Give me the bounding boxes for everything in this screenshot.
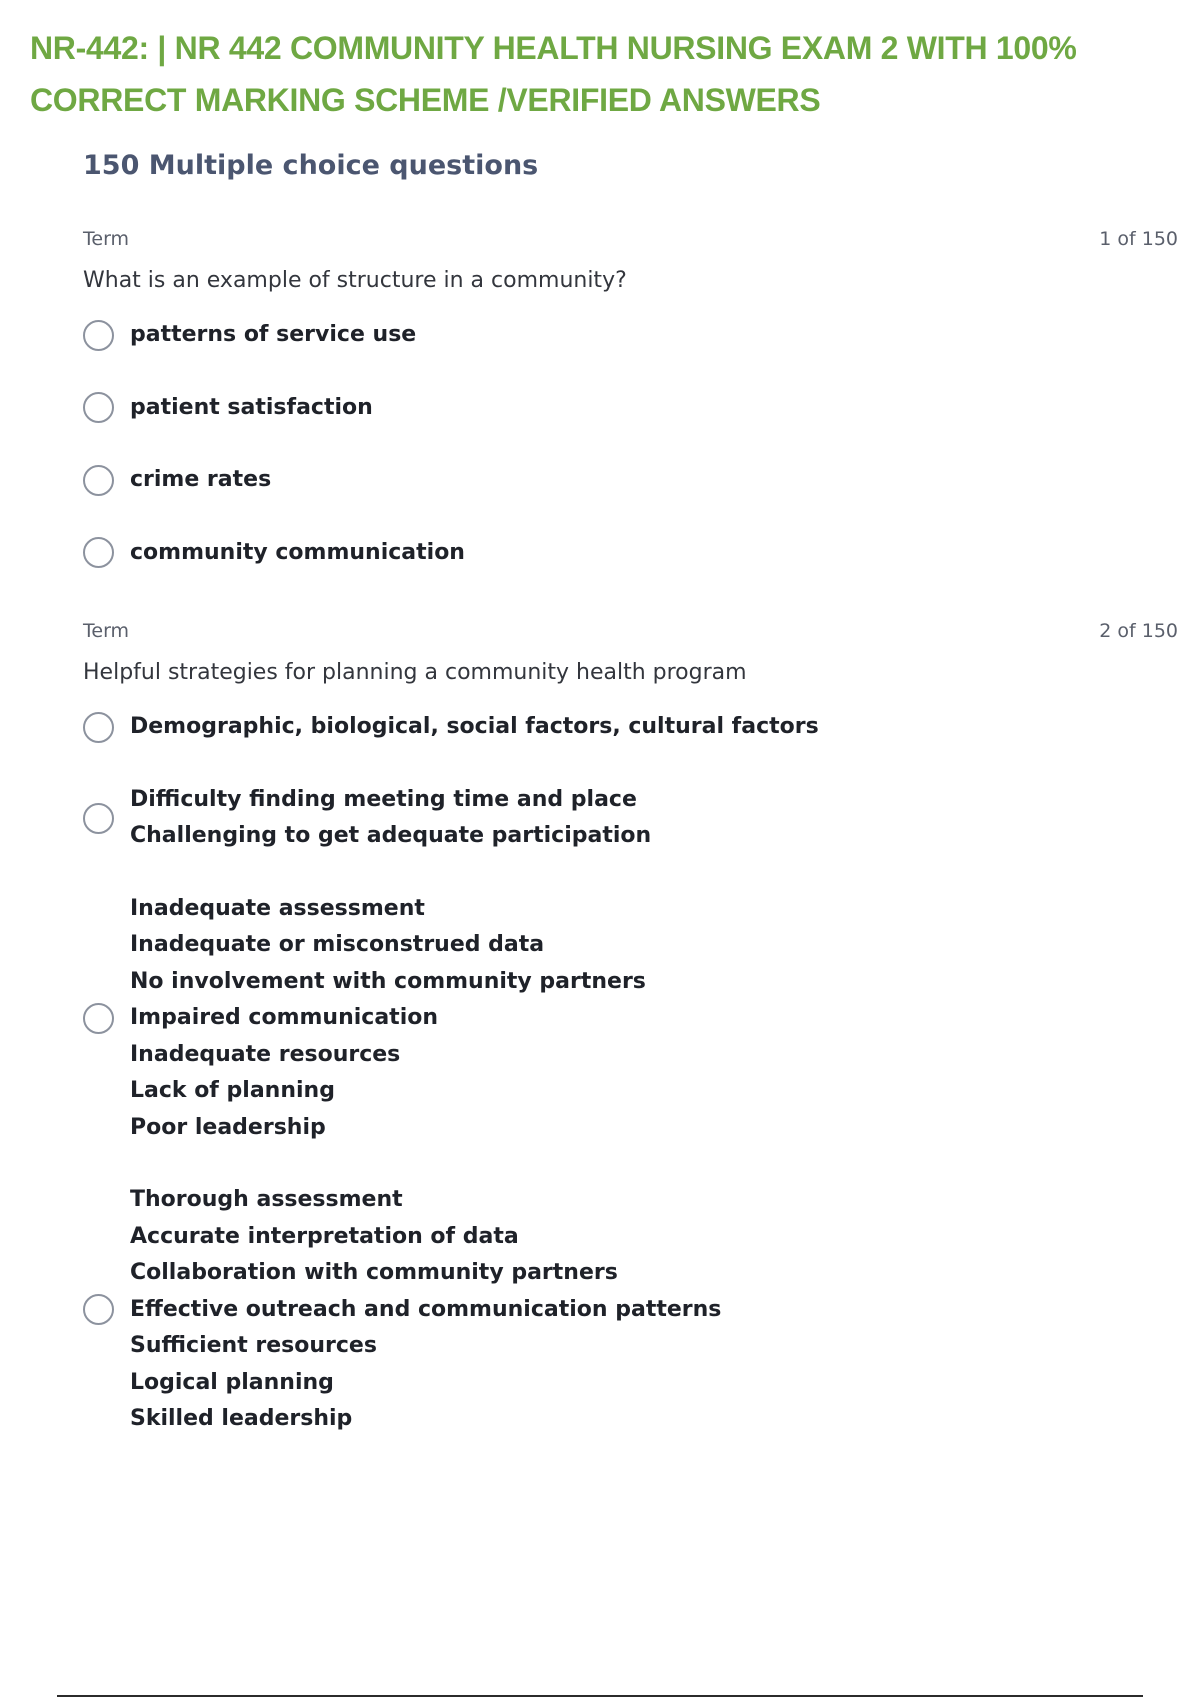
- question-meta: [83, 228, 1178, 256]
- quiz-heading: 150 Multiple choice questions: [83, 150, 539, 181]
- radio-button[interactable]: [83, 465, 114, 496]
- option-text: Inadequate resources: [130, 1041, 401, 1067]
- radio-button[interactable]: [83, 712, 114, 743]
- answer-option[interactable]: [83, 782, 1178, 855]
- answer-option[interactable]: [83, 1182, 1178, 1438]
- option-text: Lack of planning: [130, 1078, 335, 1103]
- option-text: No involvement with community partners: [130, 968, 646, 994]
- option-text: Thorough assessment: [130, 1187, 403, 1212]
- option-text: Inadequate assessment: [130, 895, 425, 921]
- radio-button[interactable]: [83, 1003, 114, 1034]
- option-text: Demographic, biological, social factors, cultural factors: [130, 714, 819, 739]
- radio-button[interactable]: [83, 1294, 114, 1325]
- option-text: Collaboration with community partners: [130, 1260, 618, 1285]
- term-label: Term: [83, 228, 130, 250]
- option-text: Challenging to get adequate participation: [130, 823, 652, 848]
- page-divider: [57, 1695, 1143, 1697]
- option-text: crime rates: [130, 467, 272, 492]
- radio-button[interactable]: [83, 803, 114, 834]
- question-meta: [83, 620, 1178, 648]
- question-counter: 1 of 150: [1099, 228, 1178, 250]
- answer-option[interactable]: [83, 317, 1178, 354]
- question-card-1: [83, 228, 1178, 571]
- radio-button[interactable]: [83, 320, 114, 351]
- answer-option[interactable]: [83, 390, 1178, 427]
- option-text: Difficulty finding meeting time and place: [130, 786, 637, 812]
- option-text: Poor leadership: [130, 1114, 326, 1140]
- option-text: Skilled leadership: [130, 1406, 353, 1431]
- term-label: Term: [83, 620, 130, 642]
- option-text: Sufficient resources: [130, 1333, 377, 1358]
- answer-option[interactable]: [83, 535, 1178, 572]
- answer-option[interactable]: [83, 462, 1178, 499]
- option-text: Accurate interpretation of data: [130, 1223, 519, 1249]
- option-text: Inadequate or misconstrued data: [130, 932, 545, 957]
- question-counter: 2 of 150: [1099, 620, 1178, 642]
- option-text: community communication: [130, 539, 465, 565]
- radio-button[interactable]: [83, 537, 114, 568]
- option-text: Impaired communication: [130, 1005, 439, 1030]
- question-card-2: [83, 620, 1178, 1438]
- radio-button[interactable]: [83, 392, 114, 423]
- option-text: patterns of service use: [130, 322, 417, 347]
- question-text: Helpful strategies for planning a community health program: [83, 660, 747, 685]
- question-text: What is an example of structure in a community?: [83, 268, 627, 293]
- document-title: NR-442: | NR 442 COMMUNITY HEALTH NURSING EXAM 2 WITH 100% CORRECT MARKING SCHEME /VERIFIED ANSWERS: [30, 30, 1077, 118]
- option-text: patient satisfaction: [130, 394, 373, 420]
- answer-option[interactable]: [83, 709, 1178, 746]
- answer-options: [83, 317, 1178, 571]
- option-text: Effective outreach and communication patterns: [130, 1296, 722, 1322]
- answer-options: [83, 709, 1178, 1438]
- option-text: Logical planning: [130, 1369, 334, 1395]
- answer-option[interactable]: [83, 891, 1178, 1147]
